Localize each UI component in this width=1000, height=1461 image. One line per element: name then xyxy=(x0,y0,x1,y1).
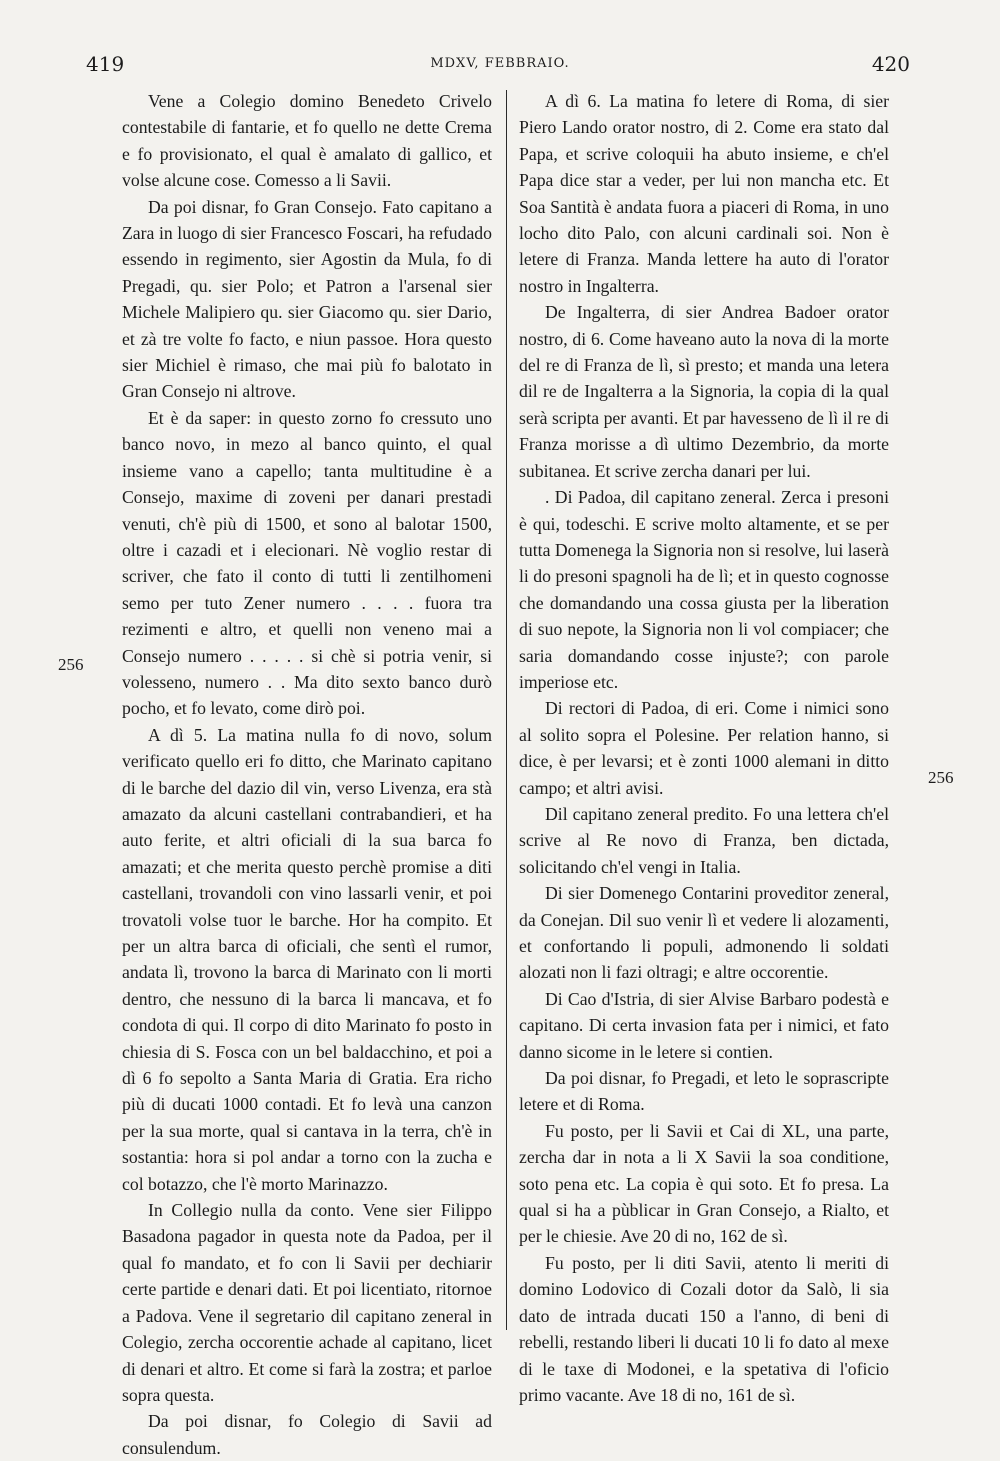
paragraph: Da poi disnar, fo Pregadi, et leto le soprascripte letere et di Roma. xyxy=(519,1068,889,1115)
paragraph: Et è da saper: in questo zorno fo cressuto uno banco novo, in mezo al banco quinto, el qual insieme vano a capello; tanta multitudine è a Consejo, maxime di zoveni per danari prestadi venuti, ch'è più di 1500, et sono al balotar 1500, oltre i cazadi et i elecionari. Nè voglio restar di scriver, che fato il conto di tutti li zentilhomeni semo per tuto Zener numero . . . . fuora tra rezimenti e altro, et quelli non veneno mai a Consejo numero . . . . . si chè si potria venir, si volesseno, numero . . Ma dito sexto banco durò pocho, et fo levato, come dirò poi. xyxy=(122,407,492,719)
paragraph: De Ingalterra, di sier Andrea Badoer orator nostro, di 6. Come haveano auto la nova di la morte del re di Franza de lì, sì presto; et manda una letera dil re de Ingalterra a la Signoria, la copia di la qual serà scripta per avanti. Et par havesseno de lì il re di Franza morisse a dì ultimo Dezembrio, da morte subitanea. Et scrive zercha danari per lui. xyxy=(519,302,889,481)
paragraph: Di Cao d'Istria, di sier Alvise Barbaro podestà e capitano. Di certa invasion fata per i nimici, et fato danno sicome in le letere si contien. xyxy=(519,988,889,1062)
page-header xyxy=(0,50,1000,80)
page-number-right: 420 xyxy=(871,52,910,76)
paragraph: Fu posto, per li diti Savii, atento li meriti di domino Lodovico di Cozali dotor da Salò, li sia dato de intrada ducati 150 a l'anno, di beni di rebelli, restando liberi li ducati 10 li fo dato al mexe di le taxe di Modonei, e la spetativa di l'oficio primo vacante. Ave 18 di no, 161 de sì. xyxy=(519,1252,889,1405)
paragraph: Da poi disnar, fo Colegio di Savii ad consulendum. xyxy=(122,1411,492,1458)
column-divider xyxy=(506,90,507,1330)
paragraph: Dil capitano zeneral predito. Fo una lettera ch'el scrive al Re novo di Franza, ben dictada, solicitando ch'el vengi in Italia. xyxy=(519,803,889,877)
paragraph: Da poi disnar, fo Gran Consejo. Fato capitano a Zara in luogo di sier Francesco Foscari, ha refudado essendo in regimento, sier Agostin da Mula, fo di Pregadi, qu. sier Polo; et Patron a l'arsenal sier Michele Malipiero qu. sier Giacomo qu. sier Dario, et zà tre volte fo facto, e niun passoe. Hora questo sier Michiel è rimaso, che mai più fo balotato in Gran Consejo ni altrove. xyxy=(122,196,492,402)
paragraph: Fu posto, per li Savii et Cai di XL, una parte, zercha dar in nota a li X Savii la soa conditione, soto pena etc. La copia è qui soto. Et fo presa. La qual si ha a pùblicar in Gran Consejo, a Rialto, et per le chiesie. Ave 20 di no, 162 de sì. xyxy=(519,1120,889,1247)
paragraph: Di sier Domenego Contarini proveditor zeneral, da Conejan. Dil suo venir lì et vedere li alozamenti, et confortando li populi, admonendo li soldati alozati non li fazi oltragi; e altre occorentie. xyxy=(519,883,889,983)
margin-note-right: 256 xyxy=(928,768,954,787)
margin-note-left: 256 xyxy=(58,655,84,674)
right-column xyxy=(519,88,889,1408)
left-column xyxy=(122,88,492,1461)
paragraph: Di rectori di Padoa, di eri. Come i nimici sono al solito sopra el Polesine. Per relation hanno, si dice, è per levarsi; et è zonti 1000 alemani in ditto campo; et altri avisi. xyxy=(519,698,889,798)
paragraph: Vene a Colegio domino Benedeto Crivelo contestabile di fantarie, et fo quello ne dette Crema e fo provisionato, el qual è amalato di gallico, et volse alcune cose. Comesso a li Savii. xyxy=(122,91,492,191)
running-title: MDXV, FEBBRAIO. xyxy=(430,56,570,71)
paragraph: A dì 6. La matina fo letere di Roma, di sier Piero Lando orator nostro, di 2. Come era stato dal Papa, et scrive coloquii ha abuto insieme, e ch'el Papa dice star a veder, per lui non mancha etc. Et Soa Santità è andata fuora a piaceri di Roma, in uno locho dito Palo, con alcuni cardinali soi. Non è letere di Franza. Manda lettere ha auto di l'orator nostro in Ingalterra. xyxy=(519,91,889,296)
paragraph: In Collegio nulla da conto. Vene sier Filippo Basadona pagador in questa note da Padoa, per il qual fo mandato, et fo con li Savii per dechiarir certe partide e denari dati. Et poi licentiato, ritornoe a Padova. Vene il segretario dil capitano zeneral in Colegio, zercha occorentie achade al capitano, licet di denari et altro. Et come si farà la zostra; et parloe sopra questa. xyxy=(122,1200,492,1405)
paragraph: A dì 5. La matina nulla fo di novo, solum verificato quello eri fo ditto, che Marinato capitano di le barche del dazio dil vin, verso Livenza, era stà amazato da alcuni castellani contrabandieri, et ha auto ferite, et altri oficiali di la sua barca fo amazati; et che merita questo perchè promise a diti castellani, trovandoli con vino lassarli venir, et poi trovatoli volse tuor le barche. Hor ha compito. Et per un altra barca di oficiali, che sentì el rumor, andata lì, trovono la barca di Marinato con li morti dentro, che nessuno di la barca li mancava, et fo condota di qui. Il corpo di dito Marinato fo posto in chiesia di S. Fosca con un bel baldacchino, et poi a dì 6 fo sepolto a Santa Maria di Gratia. Era richo più di ducati 1000 contadi. Et fo levà una canzon per la sua morte, qual si cantava in la terra, ch'è in sostantia: hora si pol andar a torno con la zucha e col botazzo, che l'è morto Marinazzo. xyxy=(122,724,492,1194)
page-number-left: 419 xyxy=(86,52,125,76)
paragraph: . Di Padoa, dil capitano zeneral. Zerca i presoni è qui, todeschi. E scrive molto altamente, et se per tutta Domenega la Signoria non si resolve, lui laserà li do presoni spagnoli ha de lì; et in questo cognosse che domandando una cossa giusta per la liberation di suo nepote, la Signoria non li vol compiacer; che saria domandando cosse injuste?; con parole imperiose etc. xyxy=(519,487,889,692)
